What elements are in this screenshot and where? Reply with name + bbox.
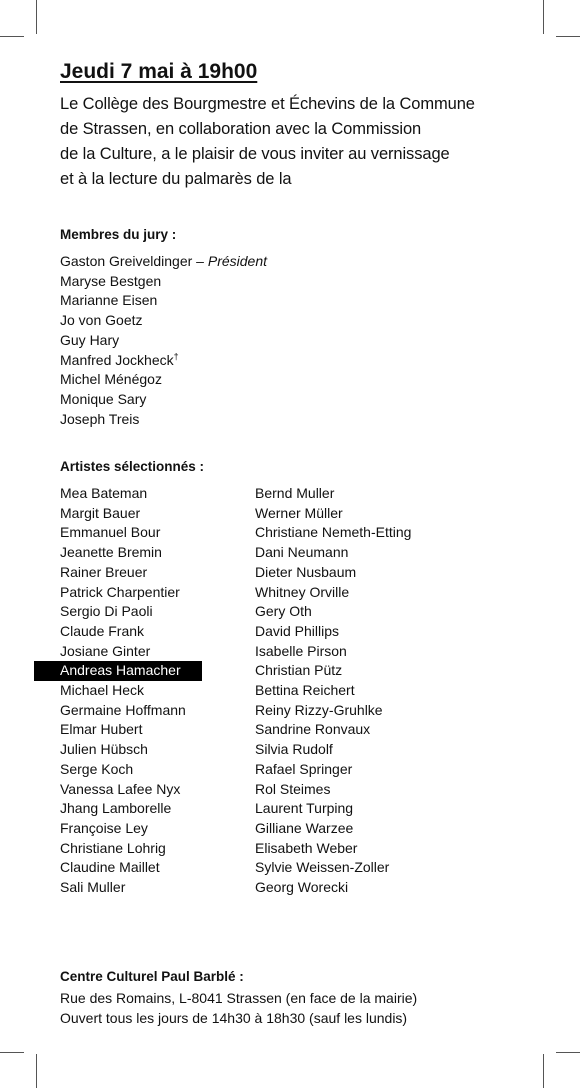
jury-president: [60, 252, 267, 272]
jury-member: [60, 351, 267, 371]
artist-name: Julien Hübsch: [60, 741, 148, 758]
artist-name: Gilliane Warzee: [255, 819, 354, 836]
artist-name: Whitney Orville: [255, 583, 350, 600]
artist-name: Mea Bateman: [60, 485, 148, 501]
artist-name: Jhang Lamborelle: [60, 800, 172, 817]
jury-member: Monique Sary: [60, 390, 147, 407]
jury-list: [60, 252, 267, 429]
intro-line: de Strassen, en collaboration avec la Commission: [60, 120, 422, 138]
artist-name: Claudine Maillet: [60, 859, 160, 876]
artist-name: Josiane Ginter: [60, 642, 151, 659]
crop-mark-top-left-vertical: [36, 0, 37, 34]
artists-column-left: [60, 484, 202, 898]
artist-name: Elmar Hubert: [60, 721, 143, 738]
jury-member: Guy Hary: [60, 331, 120, 348]
artist-name: Rafael Springer: [255, 760, 353, 777]
artist-name: Margit Bauer: [60, 504, 141, 521]
venue-section: [60, 968, 417, 1028]
event-date-heading: Jeudi 7 mai à 19h00: [60, 60, 258, 83]
intro-line: et à la lecture du palmarès de la: [60, 170, 292, 188]
president-name: Gaston Greiveldinger –: [60, 253, 208, 269]
artists-column-right: [255, 484, 411, 898]
artist-name: Silvia Rudolf: [255, 741, 333, 758]
artist-name: Sylvie Weissen-Zoller: [255, 859, 390, 876]
artist-name: Gery Oth: [255, 603, 312, 620]
artist-name: Bettina Reichert: [255, 682, 355, 699]
artist-name: Patrick Charpentier: [60, 583, 180, 600]
crop-mark-top-right-vertical: [543, 0, 544, 34]
artist-name: Jeanette Bremin: [60, 544, 162, 561]
artists-section: [60, 458, 530, 896]
crop-mark-bottom-left-vertical: [36, 1054, 37, 1088]
artist-name-highlighted: Andreas Hamacher: [34, 661, 202, 681]
intro-line: Le Collège des Bourgmestre et Échevins de la Commune: [60, 95, 475, 113]
jury-title: Membres du jury :: [60, 227, 177, 242]
artist-name: Sergio Di Paoli: [60, 603, 153, 620]
artist-name: Werner Müller: [255, 504, 343, 521]
artist-name: Serge Koch: [60, 760, 134, 777]
venue-hours: Ouvert tous les jours de 14h30 à 18h30 (sauf les lundis): [60, 1010, 408, 1026]
artist-name: Georg Worecki: [255, 879, 349, 896]
jury-member: Jo von Goetz: [60, 312, 143, 329]
artist-name: Reiny Rizzy-Gruhlke: [255, 701, 383, 718]
crop-mark-bottom-left-horizontal: [0, 1052, 24, 1053]
artist-name: Elisabeth Weber: [255, 839, 358, 856]
artist-name: Rol Steimes: [255, 780, 331, 797]
artist-name: Claude Frank: [60, 622, 145, 639]
artist-name: Isabelle Pirson: [255, 642, 347, 659]
artist-name: Dieter Nusbaum: [255, 563, 357, 580]
crop-mark-top-right-horizontal: [556, 36, 580, 37]
artist-name: Laurent Turping: [255, 800, 354, 817]
jury-member: Joseph Treis: [60, 410, 140, 427]
artist-name: Emmanuel Bour: [60, 524, 161, 541]
jury-section: [60, 226, 267, 429]
artist-name: Dani Neumann: [255, 544, 349, 561]
invitation-text: [60, 92, 540, 192]
artist-name: Christiane Lohrig: [60, 839, 166, 856]
crop-mark-bottom-right-vertical: [543, 1054, 544, 1088]
venue-address: Rue des Romains, L-8041 Strassen (en face de la mairie): [60, 990, 418, 1006]
artist-name: Françoise Ley: [60, 819, 148, 836]
venue-title: Centre Culturel Paul Barblé :: [60, 969, 244, 984]
president-role: Président: [207, 253, 268, 269]
artist-name: Sali Muller: [60, 879, 126, 896]
jury-member-name: Manfred Jockheck: [60, 351, 174, 368]
jury-member: Marianne Eisen: [60, 292, 158, 309]
intro-line: de la Culture, a le plaisir de vous inviter au vernissage: [60, 145, 450, 163]
invitation-header: [60, 58, 540, 192]
crop-mark-top-left-horizontal: [0, 36, 24, 37]
artist-name: Michael Heck: [60, 682, 145, 699]
artist-name: Rainer Breuer: [60, 563, 148, 580]
artist-name: Christiane Nemeth-Etting: [255, 524, 412, 541]
artist-name: David Phillips: [255, 622, 340, 639]
artists-title: Artistes sélectionnés :: [60, 459, 205, 474]
jury-member: Maryse Bestgen: [60, 272, 162, 289]
crop-mark-bottom-right-horizontal: [556, 1052, 580, 1053]
artist-name: Christian Pütz: [255, 662, 343, 679]
artist-name: Germaine Hoffmann: [60, 701, 186, 718]
artist-name: Sandrine Ronvaux: [255, 721, 371, 738]
artist-name: Vanessa Lafee Nyx: [60, 780, 181, 797]
dagger-mark: †: [173, 350, 179, 361]
artist-name: Bernd Muller: [255, 485, 335, 501]
jury-member: Michel Ménégoz: [60, 371, 162, 388]
